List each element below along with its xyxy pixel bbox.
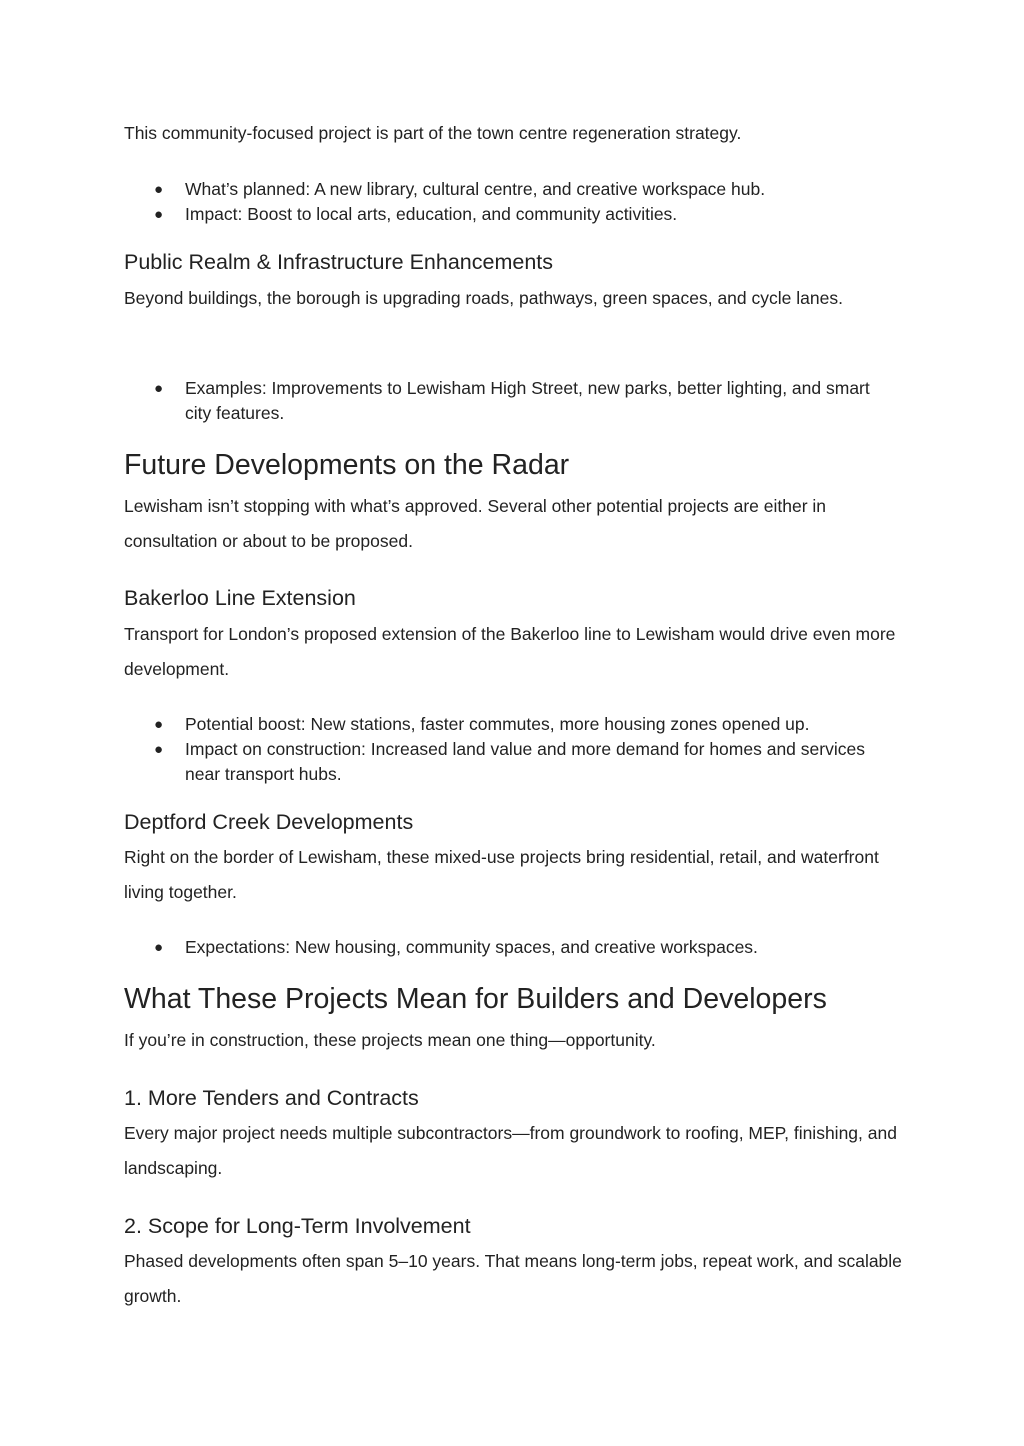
list-item: ● What’s planned: A new library, cultural centre, and creative workspace hub. bbox=[124, 177, 884, 202]
public-realm-bullet-list bbox=[124, 376, 884, 426]
deptford-bullet-list bbox=[124, 935, 884, 960]
deptford-paragraph: Right on the border of Lewisham, these mixed-use projects bring residential, retail, and waterfront living together. bbox=[124, 847, 879, 902]
list-item: ● Impact on construction: Increased land value and more demand for homes and services near transport hubs. bbox=[154, 739, 865, 784]
bullet-icon: ● bbox=[154, 181, 164, 198]
bakerloo-heading: Bakerloo Line Extension bbox=[124, 586, 356, 610]
tenders-heading: 1. More Tenders and Contracts bbox=[124, 1086, 419, 1110]
bullet-icon: ● bbox=[154, 206, 164, 223]
future-developments-heading: Future Developments on the Radar bbox=[124, 449, 570, 481]
future-developments-paragraph: Lewisham isn’t stopping with what’s approved. Several other potential projects are either in consultation or about to be proposed. bbox=[124, 496, 827, 551]
builders-paragraph: If you’re in construction, these projects mean one thing—opportunity. bbox=[124, 1030, 656, 1050]
deptford-heading: Deptford Creek Developments bbox=[124, 810, 414, 834]
list-item: ● Impact: Boost to local arts, education, and community activities. bbox=[124, 202, 884, 227]
bullet-icon: ● bbox=[154, 741, 164, 758]
list-item: ● Potential boost: New stations, faster commutes, more housing zones opened up. bbox=[124, 712, 884, 737]
bullet-icon: ● bbox=[154, 939, 164, 956]
bullet-icon: ● bbox=[154, 380, 164, 397]
public-realm-heading: Public Realm & Infrastructure Enhancements bbox=[124, 250, 554, 274]
builders-heading: What These Projects Mean for Builders and Developers bbox=[124, 983, 827, 1015]
list-item: ● Examples: Improvements to Lewisham High Street, new parks, better lighting, and smart city features. bbox=[154, 378, 870, 423]
list-item: ● Expectations: New housing, community spaces, and creative workspaces. bbox=[124, 935, 884, 960]
intro-paragraph: This community-focused project is part of the town centre regeneration strategy. bbox=[124, 123, 742, 143]
intro-bullet-list bbox=[124, 177, 884, 227]
bakerloo-paragraph: Transport for London’s proposed extension of the Bakerloo line to Lewisham would drive even more development. bbox=[124, 624, 896, 679]
long-term-heading: 2. Scope for Long-Term Involvement bbox=[124, 1214, 471, 1238]
long-term-paragraph: Phased developments often span 5–10 years. That means long-term jobs, repeat work, and scalable growth. bbox=[124, 1251, 902, 1306]
bakerloo-bullet-list bbox=[124, 712, 884, 787]
public-realm-paragraph: Beyond buildings, the borough is upgrading roads, pathways, green spaces, and cycle lanes. bbox=[124, 288, 843, 308]
bullet-icon: ● bbox=[154, 716, 164, 733]
tenders-paragraph: Every major project needs multiple subcontractors—from groundwork to roofing, MEP, finishing, and landscaping. bbox=[124, 1123, 897, 1178]
